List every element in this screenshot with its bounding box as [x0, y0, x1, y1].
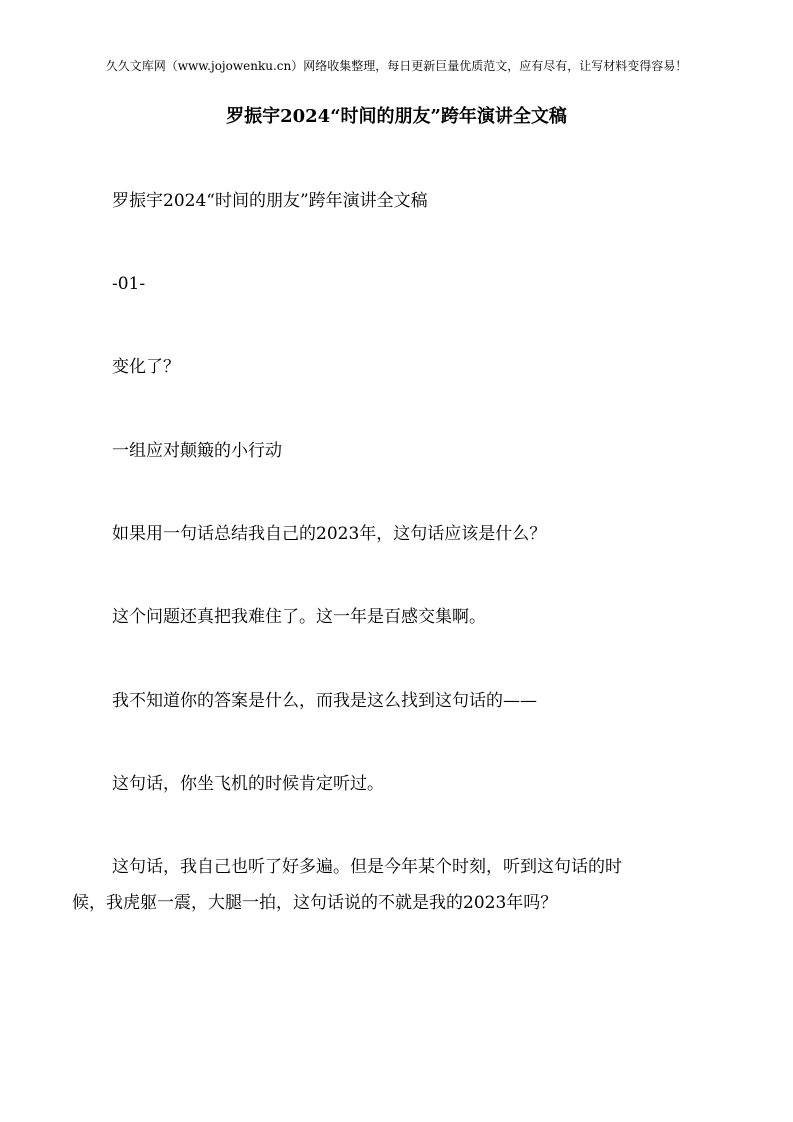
paragraph-heading: 一组应对颠簸的小行动: [112, 441, 282, 461]
paragraph-line: 候，我虎躯一震，大腿一拍，这句话说的不就是我的2023年吗？: [72, 893, 558, 913]
paragraph-line: 这句话，我自己也听了好多遍。但是今年某个时刻，听到这句话的时: [112, 857, 622, 877]
page-header: 久久文库网（www.jojowenku.cn）网络收集整理，每日更新巨量优质范文，应有尽有，让写材料变得容易！: [105, 59, 688, 73]
document-title: 罗振宇2024“时间的朋友”跨年演讲全文稿: [226, 106, 567, 127]
paragraph-text: 这个问题还真把我难住了。这一年是百感交集啊。: [112, 607, 486, 627]
paragraph-multiline: [72, 849, 724, 921]
paragraph-question: 变化了？: [112, 357, 180, 377]
paragraph-section-number: -01-: [112, 274, 146, 294]
paragraph-text: 这句话，你坐飞机的时候肯定听过。: [112, 774, 384, 794]
paragraph-subtitle: 罗振宇2024“时间的朋友”跨年演讲全文稿: [112, 191, 428, 211]
paragraph-text: 如果用一句话总结我自己的2023年，这句话应该是什么？: [112, 524, 547, 544]
paragraph-text: 我不知道你的答案是什么，而我是这么找到这句话的——: [112, 691, 537, 711]
